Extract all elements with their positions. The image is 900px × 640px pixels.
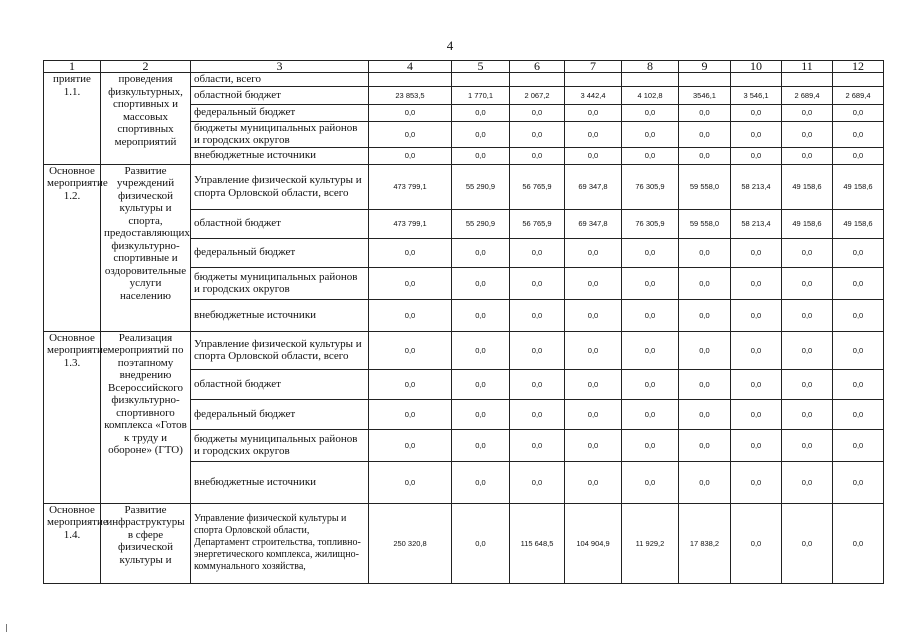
column-number: 10 [731, 61, 782, 73]
amount-cell: 0,0 [731, 429, 782, 461]
funding-source: Управление физической культуры и спорта Орловской области, Департамент строительства, топливно-энергетического комплекса, жилищно-коммунального хозяйства, [191, 503, 369, 583]
amount-cell: 0,0 [833, 461, 884, 503]
amount-cell: 0,0 [452, 121, 510, 147]
amount-cell: 0,0 [565, 104, 622, 121]
funding-source: бюджеты муниципальных районов и городских округов [191, 429, 369, 461]
amount-cell: 0,0 [622, 267, 679, 299]
amount-cell: 0,0 [452, 461, 510, 503]
column-number: 12 [833, 61, 884, 73]
amount-cell: 0,0 [833, 147, 884, 164]
page-number: 4 [446, 38, 454, 53]
amount-cell: 0,0 [565, 299, 622, 331]
measure-name: проведения физкультурных, спортивных и массовых спортивных мероприятий [101, 73, 191, 165]
amount-cell: 0,0 [782, 121, 833, 147]
amount-cell [679, 73, 731, 87]
amount-cell: 0,0 [452, 147, 510, 164]
amount-cell: 0,0 [565, 267, 622, 299]
amount-cell: 0,0 [369, 299, 452, 331]
amount-cell: 59 558,0 [679, 164, 731, 209]
amount-cell: 0,0 [731, 299, 782, 331]
amount-cell: 0,0 [622, 147, 679, 164]
amount-cell: 0,0 [452, 399, 510, 429]
amount-cell: 0,0 [731, 147, 782, 164]
amount-cell: 0,0 [369, 238, 452, 267]
amount-cell: 0,0 [833, 121, 884, 147]
budget-table [43, 60, 884, 584]
amount-cell: 0,0 [369, 369, 452, 399]
amount-cell: 56 765,9 [510, 164, 565, 209]
amount-cell: 1 770,1 [452, 86, 510, 104]
column-number-row [44, 61, 884, 73]
amount-cell: 3 546,1 [731, 86, 782, 104]
amount-cell: 0,0 [622, 238, 679, 267]
amount-cell: 0,0 [369, 399, 452, 429]
amount-cell: 0,0 [833, 369, 884, 399]
amount-cell: 0,0 [679, 267, 731, 299]
amount-cell: 0,0 [510, 331, 565, 369]
amount-cell: 0,0 [565, 369, 622, 399]
funding-source: бюджеты муниципальных районов и городских округов [191, 267, 369, 299]
amount-cell: 0,0 [510, 238, 565, 267]
amount-cell: 0,0 [369, 461, 452, 503]
amount-cell: 0,0 [679, 104, 731, 121]
amount-cell: 0,0 [731, 331, 782, 369]
amount-cell: 55 290,9 [452, 209, 510, 238]
amount-cell: 0,0 [510, 461, 565, 503]
amount-cell: 59 558,0 [679, 209, 731, 238]
amount-cell: 0,0 [679, 299, 731, 331]
column-number: 5 [452, 61, 510, 73]
amount-cell: 0,0 [622, 369, 679, 399]
amount-cell: 0,0 [731, 238, 782, 267]
amount-cell: 0,0 [510, 399, 565, 429]
amount-cell: 0,0 [731, 503, 782, 583]
amount-cell: 0,0 [782, 399, 833, 429]
measure-code: приятие 1.1. [44, 73, 101, 165]
funding-source: внебюджетные источники [191, 299, 369, 331]
funding-source: федеральный бюджет [191, 399, 369, 429]
amount-cell [782, 73, 833, 87]
amount-cell: 0,0 [679, 399, 731, 429]
amount-cell: 0,0 [622, 399, 679, 429]
amount-cell: 0,0 [369, 267, 452, 299]
funding-source: области, всего [191, 73, 369, 87]
column-number: 1 [44, 61, 101, 73]
funding-source: бюджеты муниципальных районов и городских округов [191, 121, 369, 147]
amount-cell: 0,0 [782, 267, 833, 299]
measure-code: Основное мероприятие 1.3. [44, 331, 101, 503]
amount-cell [731, 73, 782, 87]
column-number: 4 [369, 61, 452, 73]
funding-source: Управление физической культуры и спорта Орловской области, всего [191, 164, 369, 209]
amount-cell [833, 73, 884, 87]
amount-cell: 0,0 [833, 238, 884, 267]
amount-cell: 0,0 [510, 147, 565, 164]
amount-cell: 69 347,8 [565, 209, 622, 238]
amount-cell: 0,0 [452, 331, 510, 369]
funding-source: федеральный бюджет [191, 104, 369, 121]
amount-cell: 0,0 [731, 121, 782, 147]
amount-cell: 0,0 [679, 429, 731, 461]
column-number: 6 [510, 61, 565, 73]
amount-cell: 0,0 [565, 147, 622, 164]
amount-cell: 58 213,4 [731, 209, 782, 238]
amount-cell: 0,0 [452, 104, 510, 121]
amount-cell: 0,0 [452, 299, 510, 331]
amount-cell: 0,0 [679, 369, 731, 399]
funding-source: областной бюджет [191, 209, 369, 238]
amount-cell: 0,0 [782, 331, 833, 369]
amount-cell: 115 648,5 [510, 503, 565, 583]
amount-cell: 55 290,9 [452, 164, 510, 209]
amount-cell: 0,0 [452, 369, 510, 399]
amount-cell: 3 442,4 [565, 86, 622, 104]
amount-cell: 0,0 [510, 104, 565, 121]
amount-cell: 0,0 [565, 461, 622, 503]
amount-cell [369, 73, 452, 87]
amount-cell: 0,0 [782, 503, 833, 583]
amount-cell: 4 102,8 [622, 86, 679, 104]
column-number: 8 [622, 61, 679, 73]
column-number: 3 [191, 61, 369, 73]
amount-cell: 3546,1 [679, 86, 731, 104]
column-number: 2 [101, 61, 191, 73]
funding-source: Управление физической культуры и спорта Орловской области, всего [191, 331, 369, 369]
measure-name: Развитие учреждений физической культуры и спорта, предоставляющих физкультурно-спортивные и оздоровительные услуги населению [101, 164, 191, 331]
measure-name: Развитие инфраструктуры в сфере физической культуры и [101, 503, 191, 583]
amount-cell: 0,0 [510, 429, 565, 461]
amount-cell: 76 305,9 [622, 209, 679, 238]
amount-cell: 0,0 [833, 429, 884, 461]
amount-cell: 2 689,4 [782, 86, 833, 104]
funding-source: федеральный бюджет [191, 238, 369, 267]
column-number: 11 [782, 61, 833, 73]
amount-cell: 2 689,4 [833, 86, 884, 104]
amount-cell: 250 320,8 [369, 503, 452, 583]
amount-cell: 0,0 [731, 267, 782, 299]
amount-cell: 0,0 [833, 399, 884, 429]
amount-cell: 104 904,9 [565, 503, 622, 583]
amount-cell: 11 929,2 [622, 503, 679, 583]
amount-cell: 23 853,5 [369, 86, 452, 104]
amount-cell: 0,0 [679, 331, 731, 369]
column-number: 7 [565, 61, 622, 73]
amount-cell: 69 347,8 [565, 164, 622, 209]
funding-source: внебюджетные источники [191, 147, 369, 164]
amount-cell: 0,0 [731, 399, 782, 429]
scan-edge-mark [6, 624, 7, 632]
amount-cell: 0,0 [731, 369, 782, 399]
measure-code: Основное мероприятие 1.4. [44, 503, 101, 583]
measure-name: Реализация мероприятий по поэтапному внедрению Всероссийского физкультурно-спортивного комплекса «Готов к труду и обороне» (ГТО) [101, 331, 191, 503]
amount-cell: 49 158,6 [782, 209, 833, 238]
funding-source: внебюджетные источники [191, 461, 369, 503]
amount-cell: 0,0 [679, 238, 731, 267]
amount-cell [622, 73, 679, 87]
amount-cell: 0,0 [622, 121, 679, 147]
amount-cell: 0,0 [369, 104, 452, 121]
amount-cell: 0,0 [510, 299, 565, 331]
amount-cell: 0,0 [369, 147, 452, 164]
amount-cell: 0,0 [622, 104, 679, 121]
amount-cell: 0,0 [565, 331, 622, 369]
amount-cell: 0,0 [452, 429, 510, 461]
amount-cell: 56 765,9 [510, 209, 565, 238]
amount-cell: 0,0 [833, 267, 884, 299]
amount-cell: 0,0 [731, 461, 782, 503]
amount-cell: 0,0 [833, 299, 884, 331]
table-row [44, 331, 884, 369]
amount-cell: 0,0 [731, 104, 782, 121]
amount-cell: 0,0 [679, 461, 731, 503]
amount-cell: 0,0 [782, 104, 833, 121]
amount-cell: 0,0 [452, 503, 510, 583]
amount-cell: 473 799,1 [369, 164, 452, 209]
amount-cell: 0,0 [622, 331, 679, 369]
amount-cell [565, 73, 622, 87]
amount-cell: 0,0 [782, 299, 833, 331]
amount-cell: 0,0 [565, 238, 622, 267]
table-row [44, 164, 884, 209]
table-row [44, 73, 884, 87]
amount-cell: 0,0 [782, 369, 833, 399]
amount-cell: 0,0 [369, 429, 452, 461]
amount-cell: 0,0 [452, 267, 510, 299]
amount-cell: 0,0 [510, 267, 565, 299]
amount-cell: 0,0 [782, 461, 833, 503]
amount-cell: 473 799,1 [369, 209, 452, 238]
amount-cell: 0,0 [679, 121, 731, 147]
amount-cell: 76 305,9 [622, 164, 679, 209]
amount-cell [510, 73, 565, 87]
amount-cell: 0,0 [622, 429, 679, 461]
amount-cell: 0,0 [622, 299, 679, 331]
table-row [44, 503, 884, 583]
amount-cell: 49 158,6 [782, 164, 833, 209]
amount-cell: 0,0 [782, 238, 833, 267]
amount-cell: 0,0 [510, 121, 565, 147]
amount-cell: 0,0 [622, 461, 679, 503]
amount-cell: 0,0 [833, 503, 884, 583]
amount-cell: 0,0 [452, 238, 510, 267]
column-number: 9 [679, 61, 731, 73]
amount-cell: 49 158,6 [833, 164, 884, 209]
amount-cell: 0,0 [679, 147, 731, 164]
amount-cell: 0,0 [565, 399, 622, 429]
measure-code: Основное мероприятие 1.2. [44, 164, 101, 331]
funding-source: областной бюджет [191, 369, 369, 399]
amount-cell: 0,0 [782, 429, 833, 461]
amount-cell: 0,0 [510, 369, 565, 399]
amount-cell: 17 838,2 [679, 503, 731, 583]
amount-cell: 0,0 [565, 429, 622, 461]
amount-cell: 0,0 [565, 121, 622, 147]
amount-cell: 0,0 [833, 331, 884, 369]
amount-cell: 0,0 [833, 104, 884, 121]
amount-cell: 2 067,2 [510, 86, 565, 104]
amount-cell: 49 158,6 [833, 209, 884, 238]
funding-source: областной бюджет [191, 86, 369, 104]
amount-cell [452, 73, 510, 87]
amount-cell: 0,0 [369, 121, 452, 147]
amount-cell: 0,0 [782, 147, 833, 164]
amount-cell: 0,0 [369, 331, 452, 369]
amount-cell: 58 213,4 [731, 164, 782, 209]
